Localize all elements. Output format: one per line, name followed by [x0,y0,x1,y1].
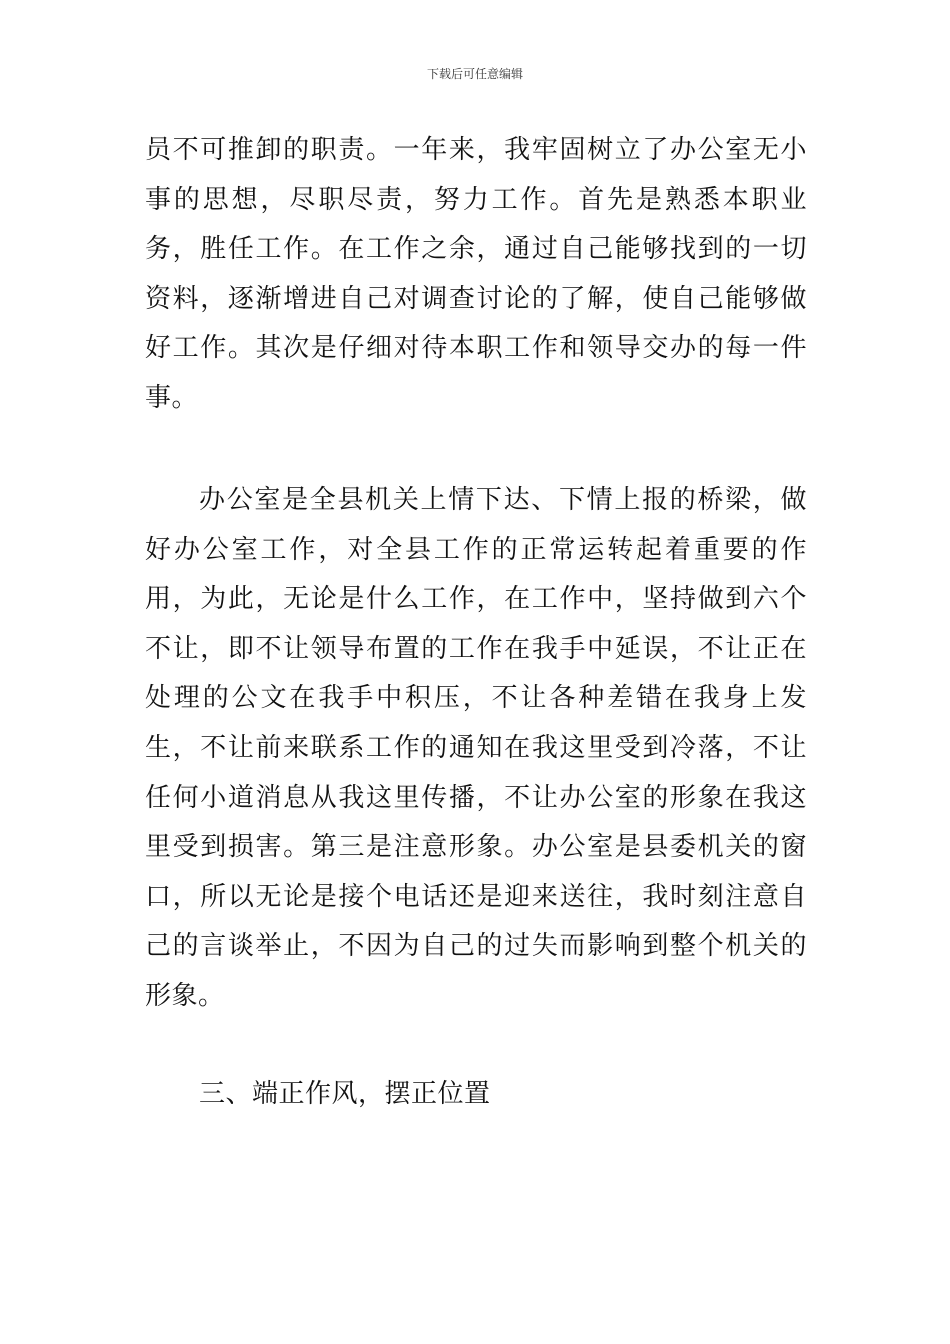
section-heading: 三、端正作风，摆正位置 [199,1079,491,1109]
paragraph-continuation: 员不可推卸的职责。一年来，我牢固树立了办公室无小事的思想，尽职尽责，努力工作。首先是熟悉本职业务，胜任工作。在工作之余，通过自己能够找到的一切资料，逐渐增进自己对调查讨论的了解，使自己能够做好工作。其次是仔细对待本职工作和领导交办的每一件事。 [145,135,807,413]
page-header: 下载后可任意编辑 [426,67,523,81]
paragraph-office-role: 办公室是全县机关上情下达、下情上报的桥梁，做好办公室工作，对全县工作的正常运转起着重要的作用，为此，无论是什么工作，在工作中，坚持做到六个不让，即不让领导布置的工作在我手中延误，不让正在处理的公文在我手中积压，不让各种差错在我身上发生，不让前来联系工作的通知在我这里受到冷落，不让任何小道消息从我这里传播，不让办公室的形象在我这里受到损害。第三是注意形象。办公室是县委机关的窗口，所以无论是接个电话还是迎来送往，我时刻注意自己的言谈举止，不因为自己的过失而影响到整个机关的形象。 [145,485,807,1011]
